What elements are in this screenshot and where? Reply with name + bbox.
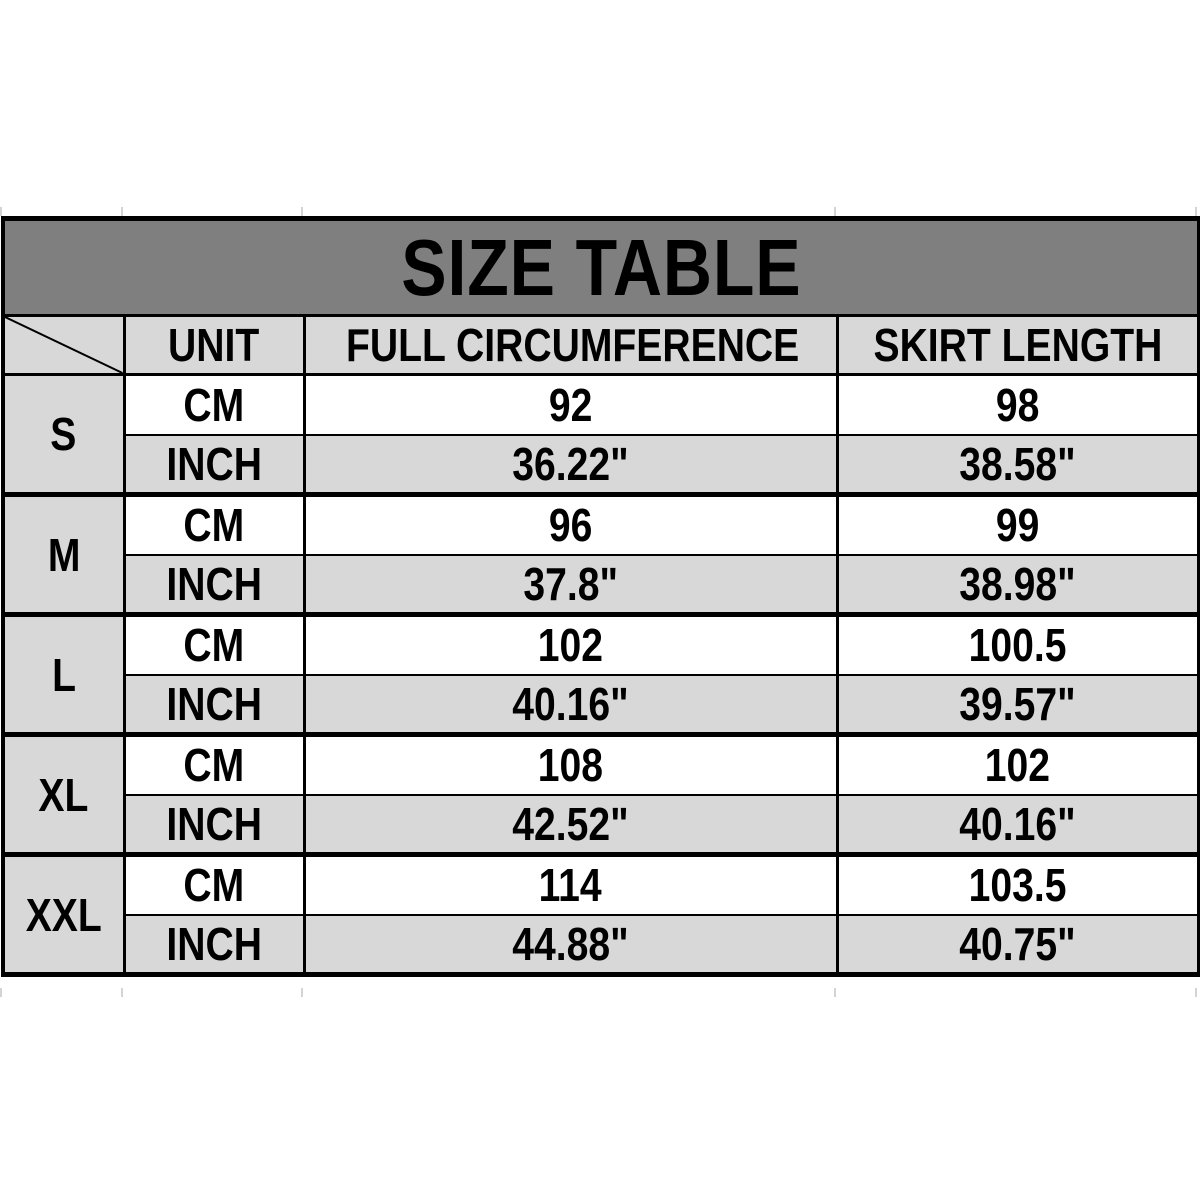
full-circumference-value: 96 (548, 499, 593, 552)
unit-cell (124, 735, 304, 795)
table-row-xl-cm (3, 735, 1199, 795)
size-label: XXL (25, 888, 102, 941)
size-label-cell-m (3, 495, 124, 615)
full-circumference-value: 37.8" (523, 557, 618, 610)
size-label-cell-s (3, 375, 124, 495)
column-header-skirt-length (837, 316, 1199, 375)
unit-label: CM (183, 739, 245, 792)
unit-cell (124, 555, 304, 615)
title-row (3, 219, 1199, 316)
column-header-unit-label: UNIT (168, 319, 260, 371)
full-circumference-value: 44.88" (512, 917, 629, 970)
unit-cell (124, 915, 304, 975)
size-label: XL (38, 768, 89, 821)
full-circumference-value-cell (304, 795, 837, 855)
gridline-stub (1195, 988, 1197, 997)
table-row-m-inch (3, 555, 1199, 615)
column-header-unit (124, 316, 304, 375)
unit-label: CM (183, 859, 245, 912)
unit-label: CM (183, 619, 245, 672)
skirt-length-value: 38.58" (959, 437, 1076, 490)
full-circumference-value-cell (304, 735, 837, 795)
unit-cell (124, 495, 304, 555)
gridline-stub (301, 988, 303, 997)
table-row-s-cm (3, 375, 1199, 435)
skirt-length-value-cell (837, 555, 1199, 615)
gridline-stub (121, 988, 123, 997)
skirt-length-value: 103.5 (968, 859, 1067, 912)
gridline-stub (1195, 207, 1197, 216)
diagonal-header-cell (3, 316, 124, 375)
table-row-m-cm (3, 495, 1199, 555)
table-row-xxl-cm (3, 855, 1199, 915)
unit-label: CM (183, 378, 245, 431)
skirt-length-value: 102 (985, 739, 1051, 792)
skirt-length-value-cell (837, 855, 1199, 915)
skirt-length-value-cell (837, 435, 1199, 495)
full-circumference-value: 114 (538, 859, 603, 912)
unit-cell (124, 675, 304, 735)
size-label-cell-xl (3, 735, 124, 855)
unit-label: INCH (166, 437, 262, 490)
full-circumference-value: 36.22" (512, 437, 629, 490)
full-circumference-value: 42.52" (512, 797, 629, 850)
gridline-stub (0, 988, 2, 997)
column-header-full-circumference (304, 316, 837, 375)
gridline-stub (301, 207, 303, 216)
unit-cell (124, 855, 304, 915)
skirt-length-value-cell (837, 735, 1199, 795)
unit-label: INCH (166, 917, 262, 970)
skirt-length-value-cell (837, 375, 1199, 435)
unit-label: INCH (166, 797, 262, 850)
size-label: L (51, 648, 76, 701)
skirt-length-value: 40.16" (959, 797, 1076, 850)
table-row-l-inch (3, 675, 1199, 735)
size-label-cell-xxl (3, 855, 124, 975)
column-header-skirt-length-label: SKIRT LENGTH (873, 319, 1163, 371)
skirt-length-value-cell (837, 615, 1199, 675)
unit-label: INCH (166, 677, 262, 730)
skirt-length-value: 99 (995, 499, 1040, 552)
full-circumference-value-cell (304, 675, 837, 735)
full-circumference-value-cell (304, 855, 837, 915)
size-label-cell-l (3, 615, 124, 735)
column-header-row (3, 316, 1199, 375)
skirt-length-value-cell (837, 675, 1199, 735)
skirt-length-value-cell (837, 915, 1199, 975)
size-label: M (47, 528, 81, 581)
page-title: SIZE TABLE (400, 222, 802, 312)
unit-cell (124, 795, 304, 855)
full-circumference-value: 92 (548, 378, 593, 431)
unit-label: CM (183, 499, 245, 552)
skirt-length-value: 38.98" (959, 557, 1076, 610)
full-circumference-value-cell (304, 615, 837, 675)
skirt-length-value: 40.75" (959, 917, 1076, 970)
skirt-length-value-cell (837, 795, 1199, 855)
skirt-length-value: 98 (995, 378, 1040, 431)
size-label: S (50, 408, 77, 460)
unit-cell (124, 435, 304, 495)
full-circumference-value: 40.16" (512, 677, 629, 730)
table-row-xxl-inch (3, 915, 1199, 975)
skirt-length-value-cell (837, 495, 1199, 555)
full-circumference-value-cell (304, 555, 837, 615)
full-circumference-value: 108 (537, 739, 604, 792)
diagonal-line-icon (5, 317, 123, 373)
size-table (1, 216, 1200, 977)
skirt-length-value: 100.5 (968, 619, 1067, 672)
title-banner (3, 219, 1199, 316)
full-circumference-value-cell (304, 915, 837, 975)
full-circumference-value-cell (304, 375, 837, 435)
gridline-stub (121, 207, 123, 216)
full-circumference-value: 102 (537, 619, 604, 672)
table-row-l-cm (3, 615, 1199, 675)
unit-cell (124, 375, 304, 435)
table-row-s-inch (3, 435, 1199, 495)
skirt-length-value: 39.57" (959, 677, 1076, 730)
full-circumference-value-cell (304, 495, 837, 555)
column-header-full-circumference-label: FULL CIRCUMFERENCE (345, 319, 799, 371)
full-circumference-value-cell (304, 435, 837, 495)
gridline-stub (834, 988, 836, 997)
gridline-stub (0, 207, 2, 216)
gridline-stub (834, 207, 836, 216)
table-row-xl-inch (3, 795, 1199, 855)
unit-label: INCH (166, 557, 262, 610)
unit-cell (124, 615, 304, 675)
